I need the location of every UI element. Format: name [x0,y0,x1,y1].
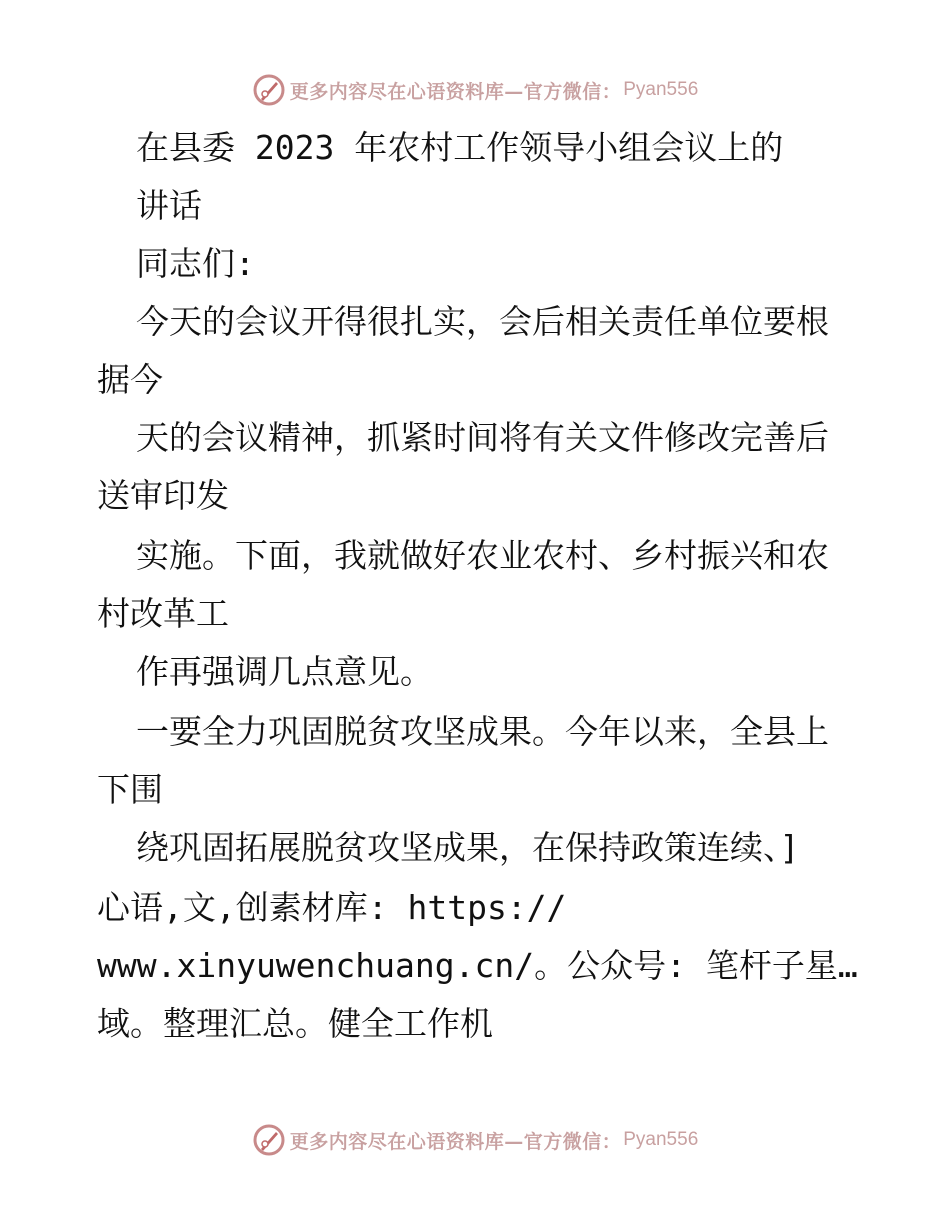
text-line: 据今 [97,360,163,399]
quill-logo-icon [252,73,286,107]
text-line: 今天的会议开得很扎实，会后相关责任单位要根 [136,302,829,341]
text-line: 在县委 2023 年农村工作领导小组会议上的 [136,128,784,167]
watermark-text: 更多内容尽在心语资料库—官方微信： [289,80,622,103]
watermark-text: 更多内容尽在心语资料库—官方微信： [289,1130,622,1153]
text-line: 实施。下面，我就做好农业农村、乡村振兴和农 [136,536,829,575]
footer-watermark [0,1122,950,1158]
text-line: 一要全力巩固脱贫攻坚成果。今年以来，全县上 [136,712,829,751]
text-line: 村改革工 [97,594,229,633]
text-line: 心语,文,创素材库: https:// [97,888,567,927]
watermark-wechat-id: Pyan556 [623,1129,699,1150]
text-line: 同志们: [136,244,255,283]
text-line: 天的会议精神，抓紧时间将有关文件修改完善后 [136,418,829,457]
text-line: 讲话 [136,186,202,225]
text-line: 绕巩固拓展脱贫攻坚成果，在保持政策连续、] [136,828,800,867]
text-line: www.xinyuwenchuang.cn/。公众号: 笔杆子星… [97,946,858,985]
header-watermark [0,72,950,108]
text-line: 域。整理汇总。健全工作机 [97,1004,493,1043]
watermark-wechat-id: Pyan556 [623,79,699,100]
text-line: 作再强调几点意见。 [136,652,433,691]
text-line: 送审印发 [97,476,229,515]
quill-logo-icon [252,1123,286,1157]
text-line: 下围 [97,770,163,809]
